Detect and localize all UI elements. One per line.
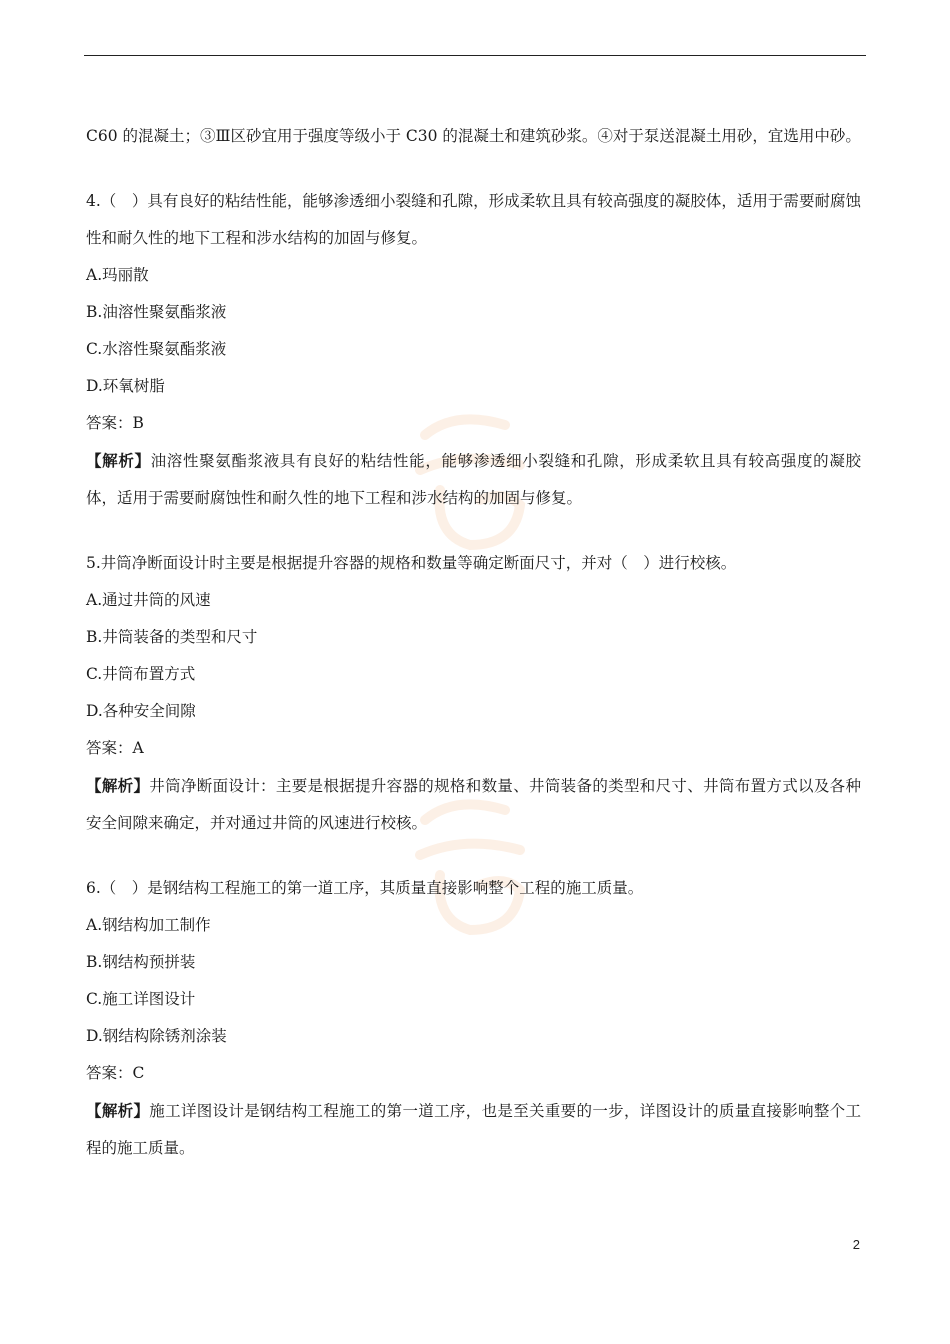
option-b: B.油溶性聚氨酯浆液 — [86, 303, 227, 321]
question-stem: 5.井筒净断面设计时主要是根据提升容器的规格和数量等确定断面尺寸，并对（ ）进行校核。 — [86, 554, 737, 572]
analysis-tag: 【解析】 — [86, 451, 151, 470]
option-d: D.钢结构除锈剂涂装 — [86, 1027, 227, 1045]
spacer — [86, 155, 861, 183]
option-a: A.通过井筒的风速 — [86, 591, 211, 609]
answer: 答案：C — [86, 1064, 145, 1082]
spacer — [86, 517, 861, 545]
option-a: A.钢结构加工制作 — [86, 916, 211, 934]
option-d: D.各种安全间隙 — [86, 702, 196, 720]
analysis — [86, 1092, 861, 1167]
document-body — [86, 118, 861, 1167]
spacer — [86, 842, 861, 870]
answer: 答案：B — [86, 414, 144, 432]
question-block — [86, 545, 861, 842]
analysis-text: 油溶性聚氨酯浆液具有良好的粘结性能，能够渗透细小裂缝和孔隙，形成柔软且具有较高强度的凝胶体，适用于需要耐腐蚀性和耐久性的地下工程和涉水结构的加固与修复。 — [86, 452, 861, 507]
page-number: 2 — [852, 1237, 860, 1252]
previous-analysis-continuation: C60 的混凝土；③Ⅲ区砂宜用于强度等级小于 C30 的混凝土和建筑砂浆。④对于泵送混凝土用砂，宜选用中砂。 — [86, 127, 861, 145]
analysis-text: 施工详图设计是钢结构工程施工的第一道工序，也是至关重要的一步，详图设计的质量直接影响整个工程的施工质量。 — [86, 1102, 861, 1157]
option-d: D.环氧树脂 — [86, 377, 165, 395]
analysis-tag: 【解析】 — [86, 776, 150, 795]
option-c: C.井筒布置方式 — [86, 665, 196, 683]
answer: 答案：A — [86, 739, 144, 757]
option-c: C.施工详图设计 — [86, 990, 196, 1008]
option-b: B.井筒装备的类型和尺寸 — [86, 628, 258, 646]
analysis-tag: 【解析】 — [86, 1101, 150, 1120]
question-stem: 6.（ ）是钢结构工程施工的第一道工序，其质量直接影响整个工程的施工质量。 — [86, 879, 644, 897]
analysis-text: 井筒净断面设计：主要是根据提升容器的规格和数量、井筒装备的类型和尺寸、井筒布置方式以及各种安全间隙来确定，并对通过井筒的风速进行校核。 — [86, 777, 861, 832]
header-rule — [84, 55, 866, 56]
analysis — [86, 442, 861, 517]
analysis — [86, 767, 861, 842]
option-c: C.水溶性聚氨酯浆液 — [86, 340, 227, 358]
question-stem: 4.（ ）具有良好的粘结性能，能够渗透细小裂缝和孔隙，形成柔软且具有较高强度的凝胶体，适用于需要耐腐蚀性和耐久性的地下工程和涉水结构的加固与修复。 — [86, 192, 861, 247]
option-b: B.钢结构预拼装 — [86, 953, 196, 971]
question-block — [86, 183, 861, 517]
option-a: A.玛丽散 — [86, 266, 149, 284]
question-block — [86, 870, 861, 1167]
